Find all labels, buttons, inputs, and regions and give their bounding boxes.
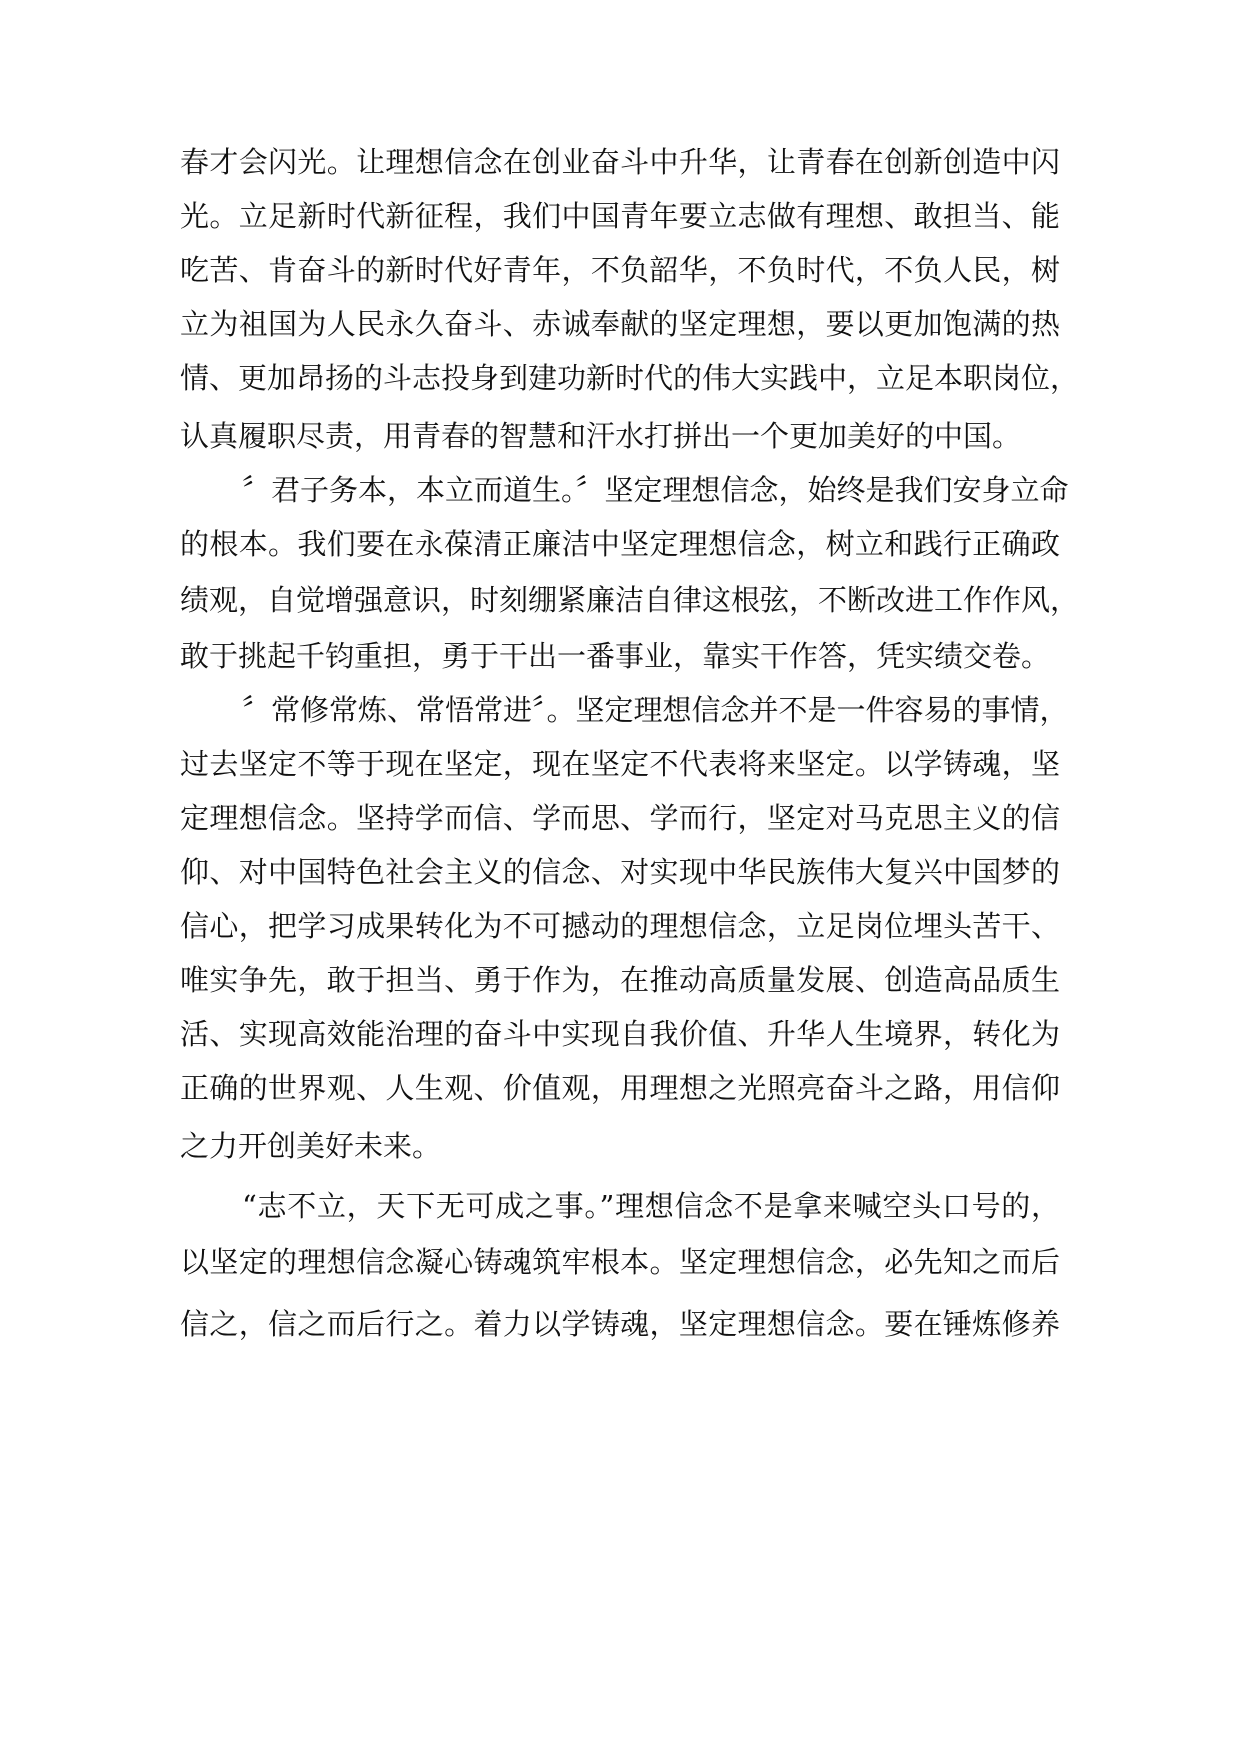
text-line: 〞常修常炼、常悟常进〞。坚定理想信念并不是一件容易的事情， <box>242 693 1069 727</box>
text-line: 以坚定的理想信念凝心铸魂筑牢根本。坚定理想信念，必先知之而后 <box>180 1245 1060 1279</box>
text-line: 光。立足新时代新征程，我们中国青年要立志做有理想、敢担当、能 <box>180 199 1060 233</box>
text-line: 信之，信之而后行之。着力以学铸魂，坚定理想信念。要在锤炼修养 <box>180 1307 1060 1341</box>
text-line: 敢于挑起千钧重担，勇于干出一番事业，靠实干作答，凭实绩交卷。 <box>180 639 1051 673</box>
text-line: 过去坚定不等于现在坚定，现在坚定不代表将来坚定。以学铸魂，坚 <box>180 747 1060 781</box>
text-line: 仰、对中国特色社会主义的信念、对实现中华民族伟大复兴中国梦的 <box>180 855 1060 889</box>
text-line: 正确的世界观、人生观、价值观，用理想之光照亮奋斗之路，用信仰 <box>180 1071 1060 1105</box>
text-line: 吃苦、肯奋斗的新时代好青年，不负韶华，不负时代，不负人民，树 <box>180 253 1060 287</box>
text-line: 信心，把学习成果转化为不可撼动的理想信念，立足岗位埋头苦干、 <box>180 909 1060 943</box>
text-line: 之力开创美好未来。 <box>180 1129 442 1163</box>
text-line: 〞君子务本，本立而道生。〞坚定理想信念，始终是我们安身立命 <box>242 473 1069 507</box>
text-line: 定理想信念。坚持学而信、学而思、学而行，坚定对马克思主义的信 <box>180 801 1060 835</box>
text-line: 绩观，自觉增强意识，时刻绷紧廉洁自律这根弦，不断改进工作作风， <box>180 583 1080 617</box>
text-line: “志不立，天下无可成之事。”理想信念不是拿来喊空头口号的， <box>242 1189 1060 1223</box>
text-line: 的根本。我们要在永葆清正廉洁中坚定理想信念，树立和践行正确政 <box>180 527 1060 561</box>
text-line: 唯实争先，敢于担当、勇于作为，在推动高质量发展、创造高品质生 <box>180 963 1060 997</box>
text-line: 情、更加昂扬的斗志投身到建功新时代的伟大实践中，立足本职岗位， <box>180 361 1080 395</box>
text-line: 春才会闪光。让理想信念在创业奋斗中升华，让青春在创新创造中闪 <box>180 145 1060 179</box>
text-line: 认真履职尽责，用青春的智慧和汗水打拼出一个更加美好的中国。 <box>180 419 1022 453</box>
text-line: 活、实现高效能治理的奋斗中实现自我价值、升华人生境界，转化为 <box>180 1017 1060 1051</box>
text-line: 立为祖国为人民永久奋斗、赤诚奉献的坚定理想，要以更加饱满的热 <box>180 307 1060 341</box>
